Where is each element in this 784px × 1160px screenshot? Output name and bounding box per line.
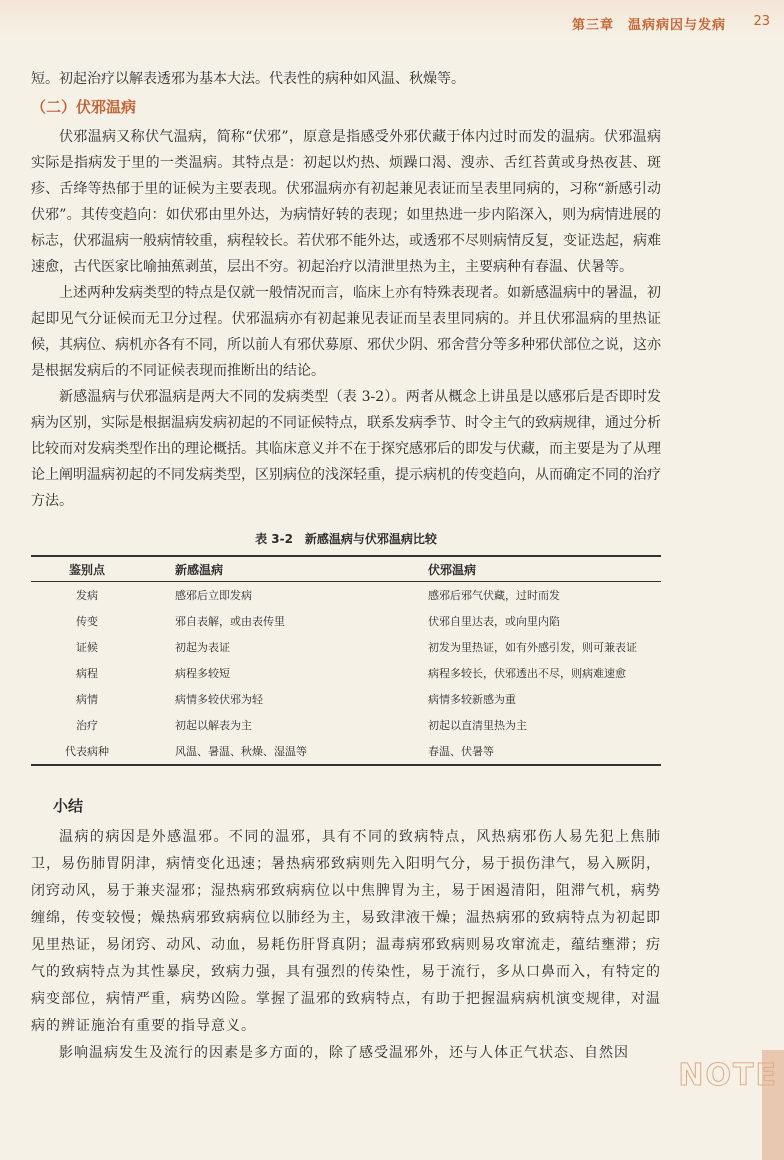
table-cell: 传变 bbox=[76, 615, 98, 628]
table-cell: 初发为里热证，如有外感引发，则可兼表证 bbox=[428, 641, 637, 654]
table-cell: 病程 bbox=[76, 667, 98, 680]
table-cell: 病情 bbox=[76, 693, 98, 706]
table-row bbox=[31, 738, 661, 765]
table-caption: 表 3-2 新感温病与伏邪温病比较 bbox=[255, 532, 437, 546]
table-cell: 邪自表解，或由表传里 bbox=[175, 615, 285, 628]
page-number: 23 bbox=[753, 14, 770, 29]
table-cell: 感邪后立即发病 bbox=[175, 589, 252, 602]
table-cell: 初起以直清里热为主 bbox=[428, 719, 527, 732]
table-cell: 病情多较伏邪为轻 bbox=[175, 693, 263, 706]
table-cell: 病情多较新感为重 bbox=[428, 693, 516, 706]
note-tag: NOTE bbox=[678, 1058, 778, 1093]
table-row bbox=[31, 712, 661, 738]
table-header-row bbox=[31, 556, 661, 582]
section-title: （二）伏邪温病 bbox=[31, 98, 137, 116]
table-cell: 感邪后邪气伏藏，过时而发 bbox=[428, 589, 560, 602]
table-cell: 初起以解表为主 bbox=[175, 719, 252, 732]
table-cell: 代表病种 bbox=[31, 738, 143, 765]
summary-title: 小结 bbox=[53, 797, 84, 815]
table-row bbox=[31, 686, 661, 712]
table-cell: 春温、伏暑等 bbox=[396, 738, 661, 765]
table-row bbox=[31, 582, 661, 609]
comparison-table bbox=[31, 555, 661, 766]
table-row bbox=[31, 608, 661, 634]
table-cell: 初起为表证 bbox=[175, 641, 230, 654]
table-cell: 治疗 bbox=[76, 719, 98, 732]
page-content bbox=[31, 66, 661, 1067]
intro-paragraph: 短。初起治疗以解表透邪为基本大法。代表性的病种如风温、秋燥等。 bbox=[31, 71, 465, 87]
table-row bbox=[31, 660, 661, 686]
summary-paragraph-1: 温病的病因是外感温邪。不同的温邪，具有不同的致病特点，风热病邪伤人易先犯上焦肺卫，易伤肺胃阴津，病情变化迅速；暑热病邪致病则先入阳明气分，易于损伤津气，易入厥阴，闭窍动风，易于兼夹湿邪；湿热病邪致病病位以中焦脾胃为主，易于困遏清阳，阻滞气机，病势缠绵，传变较慢；燥热病邪致病病位以肺经为主，易致津液干燥；温热病邪的致病特点为初起即见里热证，易闭窍、动风、动血，易耗伤肝肾真阴；温毒病邪致病则易攻窜流走，蕴结壅滞；疠气的致病特点为其性暴戾，致病力强，具有强烈的传染性，易于流行，多从口鼻而入，有特定的病变部位，病情严重，病势凶险。掌握了温邪的致病特点，有助于把握温病病机演变规律，对温病的辨证施治有重要的指导意义。 bbox=[31, 829, 661, 1034]
table-cell: 病程多较长，伏邪透出不尽，则病难速愈 bbox=[428, 667, 626, 680]
table-header-cell: 伏邪温病 bbox=[396, 556, 661, 582]
table-header-cell: 鉴别点 bbox=[31, 556, 143, 582]
body-paragraph-2: 上述两种发病类型的特点是仅就一般情况而言，临床上亦有特殊表现者。如新感温病中的暑温，初起即见气分证候而无卫分过程。伏邪温病亦有初起兼见表证而呈表里同病的。并且伏邪温病的里热证候，其病位、病机亦各有不同，所以前人有邪伏募原、邪伏少阴、邪舍营分等多种邪伏部位之说，这亦是根据发病后的不同证候表现而推断出的结论。 bbox=[31, 285, 661, 379]
table-cell: 伏邪自里达表，或向里内陷 bbox=[428, 615, 560, 628]
table-row bbox=[31, 634, 661, 660]
table-cell: 病程多较短 bbox=[175, 667, 230, 680]
table-cell: 发病 bbox=[76, 589, 98, 602]
chapter-title: 第三章 温病病因与发病 bbox=[571, 18, 726, 33]
body-paragraph-3: 新感温病与伏邪温病是两大不同的发病类型（表 3-2）。两者从概念上讲虽是以感邪后是否即时发病为区别，实际是根据温病发病初起的不同证候特点，联系发病季节、时令主气的致病规律，通过分析比较而对发病类型作出的理论概括。其临床意义并不在于探究感邪后的即发与伏藏，而主要是为了从理论上阐明温病初起的不同发病类型，区别病位的浅深轻重，提示病机的传变趋向，从而确定不同的治疗方法。 bbox=[31, 389, 661, 509]
summary-section bbox=[31, 824, 661, 1067]
table-cell: 证候 bbox=[76, 641, 98, 654]
summary-paragraph-2: 影响温病发生及流行的因素是多方面的，除了感受温邪外，还与人体正气状态、自然因 bbox=[59, 1045, 629, 1061]
table-header-cell: 新感温病 bbox=[143, 556, 396, 582]
page-header bbox=[0, 0, 784, 40]
table-cell: 风温、暑温、秋燥、湿温等 bbox=[143, 738, 396, 765]
body-paragraph-1: 伏邪温病又称伏气温病，简称“伏邪”，原意是指感受外邪伏藏于体内过时而发的温病。伏邪温病实际是指病发于里的一类温病。其特点是：初起以灼热、烦躁口渴、溲赤、舌红苔黄或身热夜甚、斑疹、舌绛等热郁于里的证候为主要表现。伏邪温病亦有初起兼见表证而呈表里同病的，习称“新感引动伏邪”。其传变趋向：如伏邪由里外达，为病情好转的表现；如里热进一步内陷深入，则为病情进展的标志，伏邪温病一般病情较重，病程较长。若伏邪不能外达，或透邪不尽则病情反复，变证迭起，病难速愈，古代医家比喻抽蕉剥茧，层出不穷。初起治疗以清泄里热为主，主要病种有春温、伏暑等。 bbox=[31, 129, 661, 275]
